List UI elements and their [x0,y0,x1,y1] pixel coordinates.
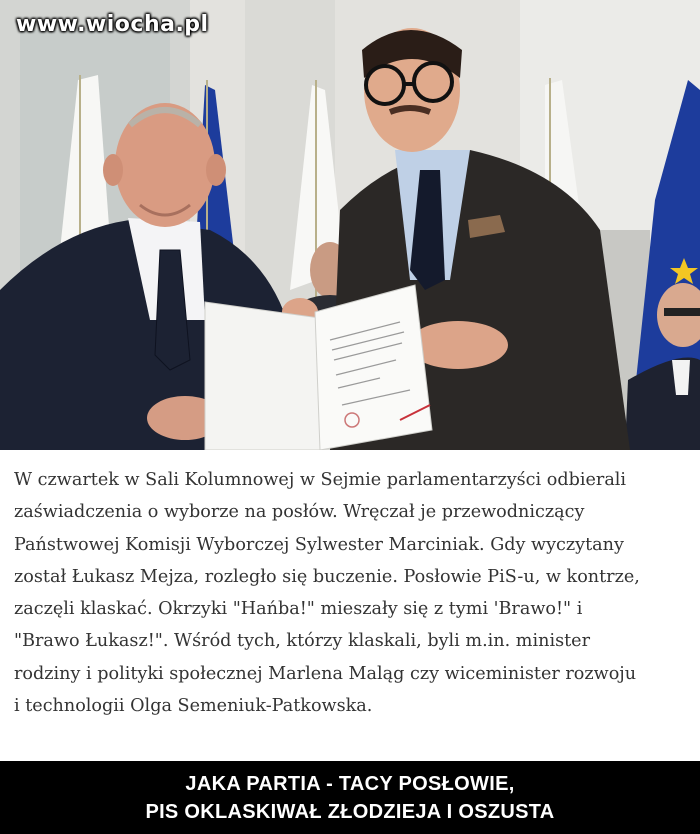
caption-banner [0,761,700,834]
article-line: Państwowej Komisji Wyborczej Sylwester Marciniak. Gdy wyczytany [14,534,624,555]
article-line: zaświadczenia o wyborze na posłów. Wręczał je przewodniczący [14,502,585,523]
article-text [0,450,700,761]
watermark: www.wiocha.pl [16,12,209,37]
article-line: został Łukasz Mejza, rozległo się buczenie. Posłowie PiS-u, w kontrze, [14,566,640,587]
article-line: "Brawo Łukasz!". Wśród tych, którzy klaskali, byli m.in. minister [14,631,590,652]
article-line: W czwartek w Sali Kolumnowej w Sejmie parlamentarzyści odbierali [14,470,627,490]
article-line: rodziny i polityki społecznej Marlena Maląg czy wiceminister rozwoju [14,663,637,684]
caption-line-1: JAKA PARTIA - TACY POSŁOWIE, [185,772,515,795]
article-line: i technologii Olga Semeniuk-Patkowska. [14,696,373,717]
caption-line-2: PIS OKLASKIWAŁ ZŁODZIEJA I OSZUSTA [145,800,555,823]
article-line: zaczęli klaskać. Okrzyki "Hańba!" mieszały się z tymi 'Brawo!" i [14,599,583,620]
